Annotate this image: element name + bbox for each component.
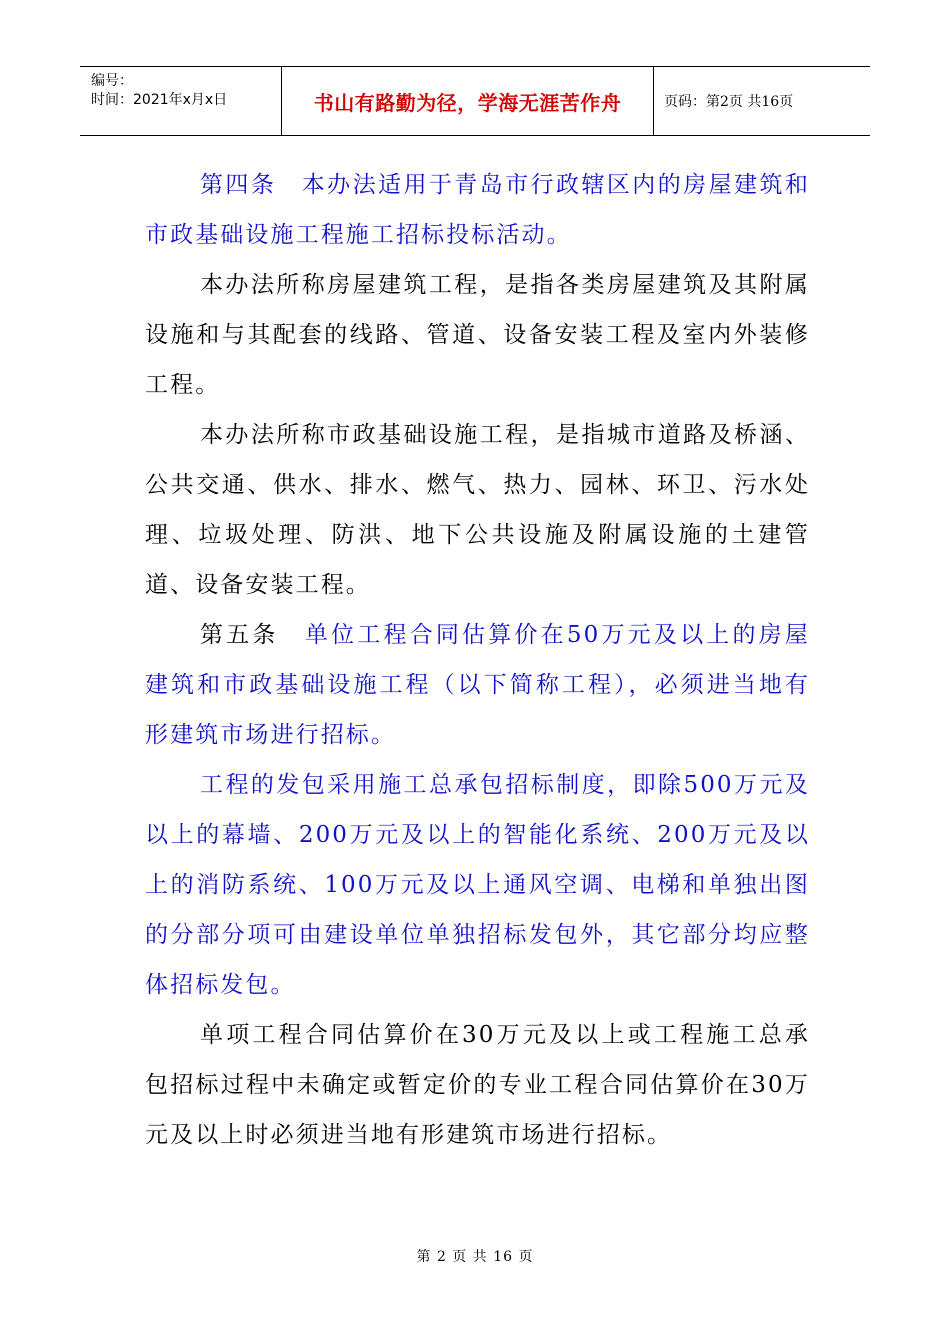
motto-text: 书山有路勤为径，学海无涯苦作舟 — [313, 90, 622, 115]
article-5-lead: 第五条 — [200, 622, 305, 648]
single-project-paragraph: 单项工程合同估算价在30万元及以上或工程施工总承包招标过程中未确定或暂定价的专业工程合同估算价在30万元及以上时必须进当地有形建筑市场进行招标。 — [145, 1022, 810, 1148]
header-page-cell — [654, 67, 870, 135]
document-body — [145, 160, 810, 1160]
article-4-paragraph: 第四条 本办法适用于青岛市行政辖区内的房屋建筑和市政基础设施工程施工招标投标活动。 — [145, 172, 810, 248]
document-header — [80, 66, 870, 136]
footer-page-number: 第 2 页 共 16 页 — [416, 1249, 534, 1265]
serial-label: 编号： — [91, 73, 133, 89]
general-contracting-paragraph: 工程的发包采用施工总承包招标制度，即除500万元及以上的幕墙、200万元及以上的智能化系统、200万元及以上的消防系统、100万元及以上通风空调、电梯和单独出图的分部分项可由建设单位单独招标发包外，其它部分均应整体招标发包。 — [145, 772, 810, 998]
page-footer — [0, 1246, 950, 1266]
header-motto-cell — [282, 67, 654, 135]
article-5-text: 单位工程合同估算价在50万元及以上的房屋建筑和市政基础设施工程（以下简称工程），必须进当地有形建筑市场进行招标。 — [145, 622, 810, 748]
page-info: 页码：第2页 共16页 — [664, 94, 794, 110]
article-5-paragraph — [145, 610, 810, 760]
time-label: 时间：2021年x月x日 — [91, 92, 228, 108]
municipal-definition-paragraph: 本办法所称市政基础设施工程，是指城市道路及桥涵、公共交通、供水、排水、燃气、热力、园林、环卫、污水处理、垃圾处理、防洪、地下公共设施及附属设施的土建管道、设备安装工程。 — [145, 422, 810, 598]
header-meta-cell — [80, 67, 282, 135]
building-definition-paragraph: 本办法所称房屋建筑工程，是指各类房屋建筑及其附属设施和与其配套的线路、管道、设备安装工程及室内外装修工程。 — [145, 272, 810, 398]
